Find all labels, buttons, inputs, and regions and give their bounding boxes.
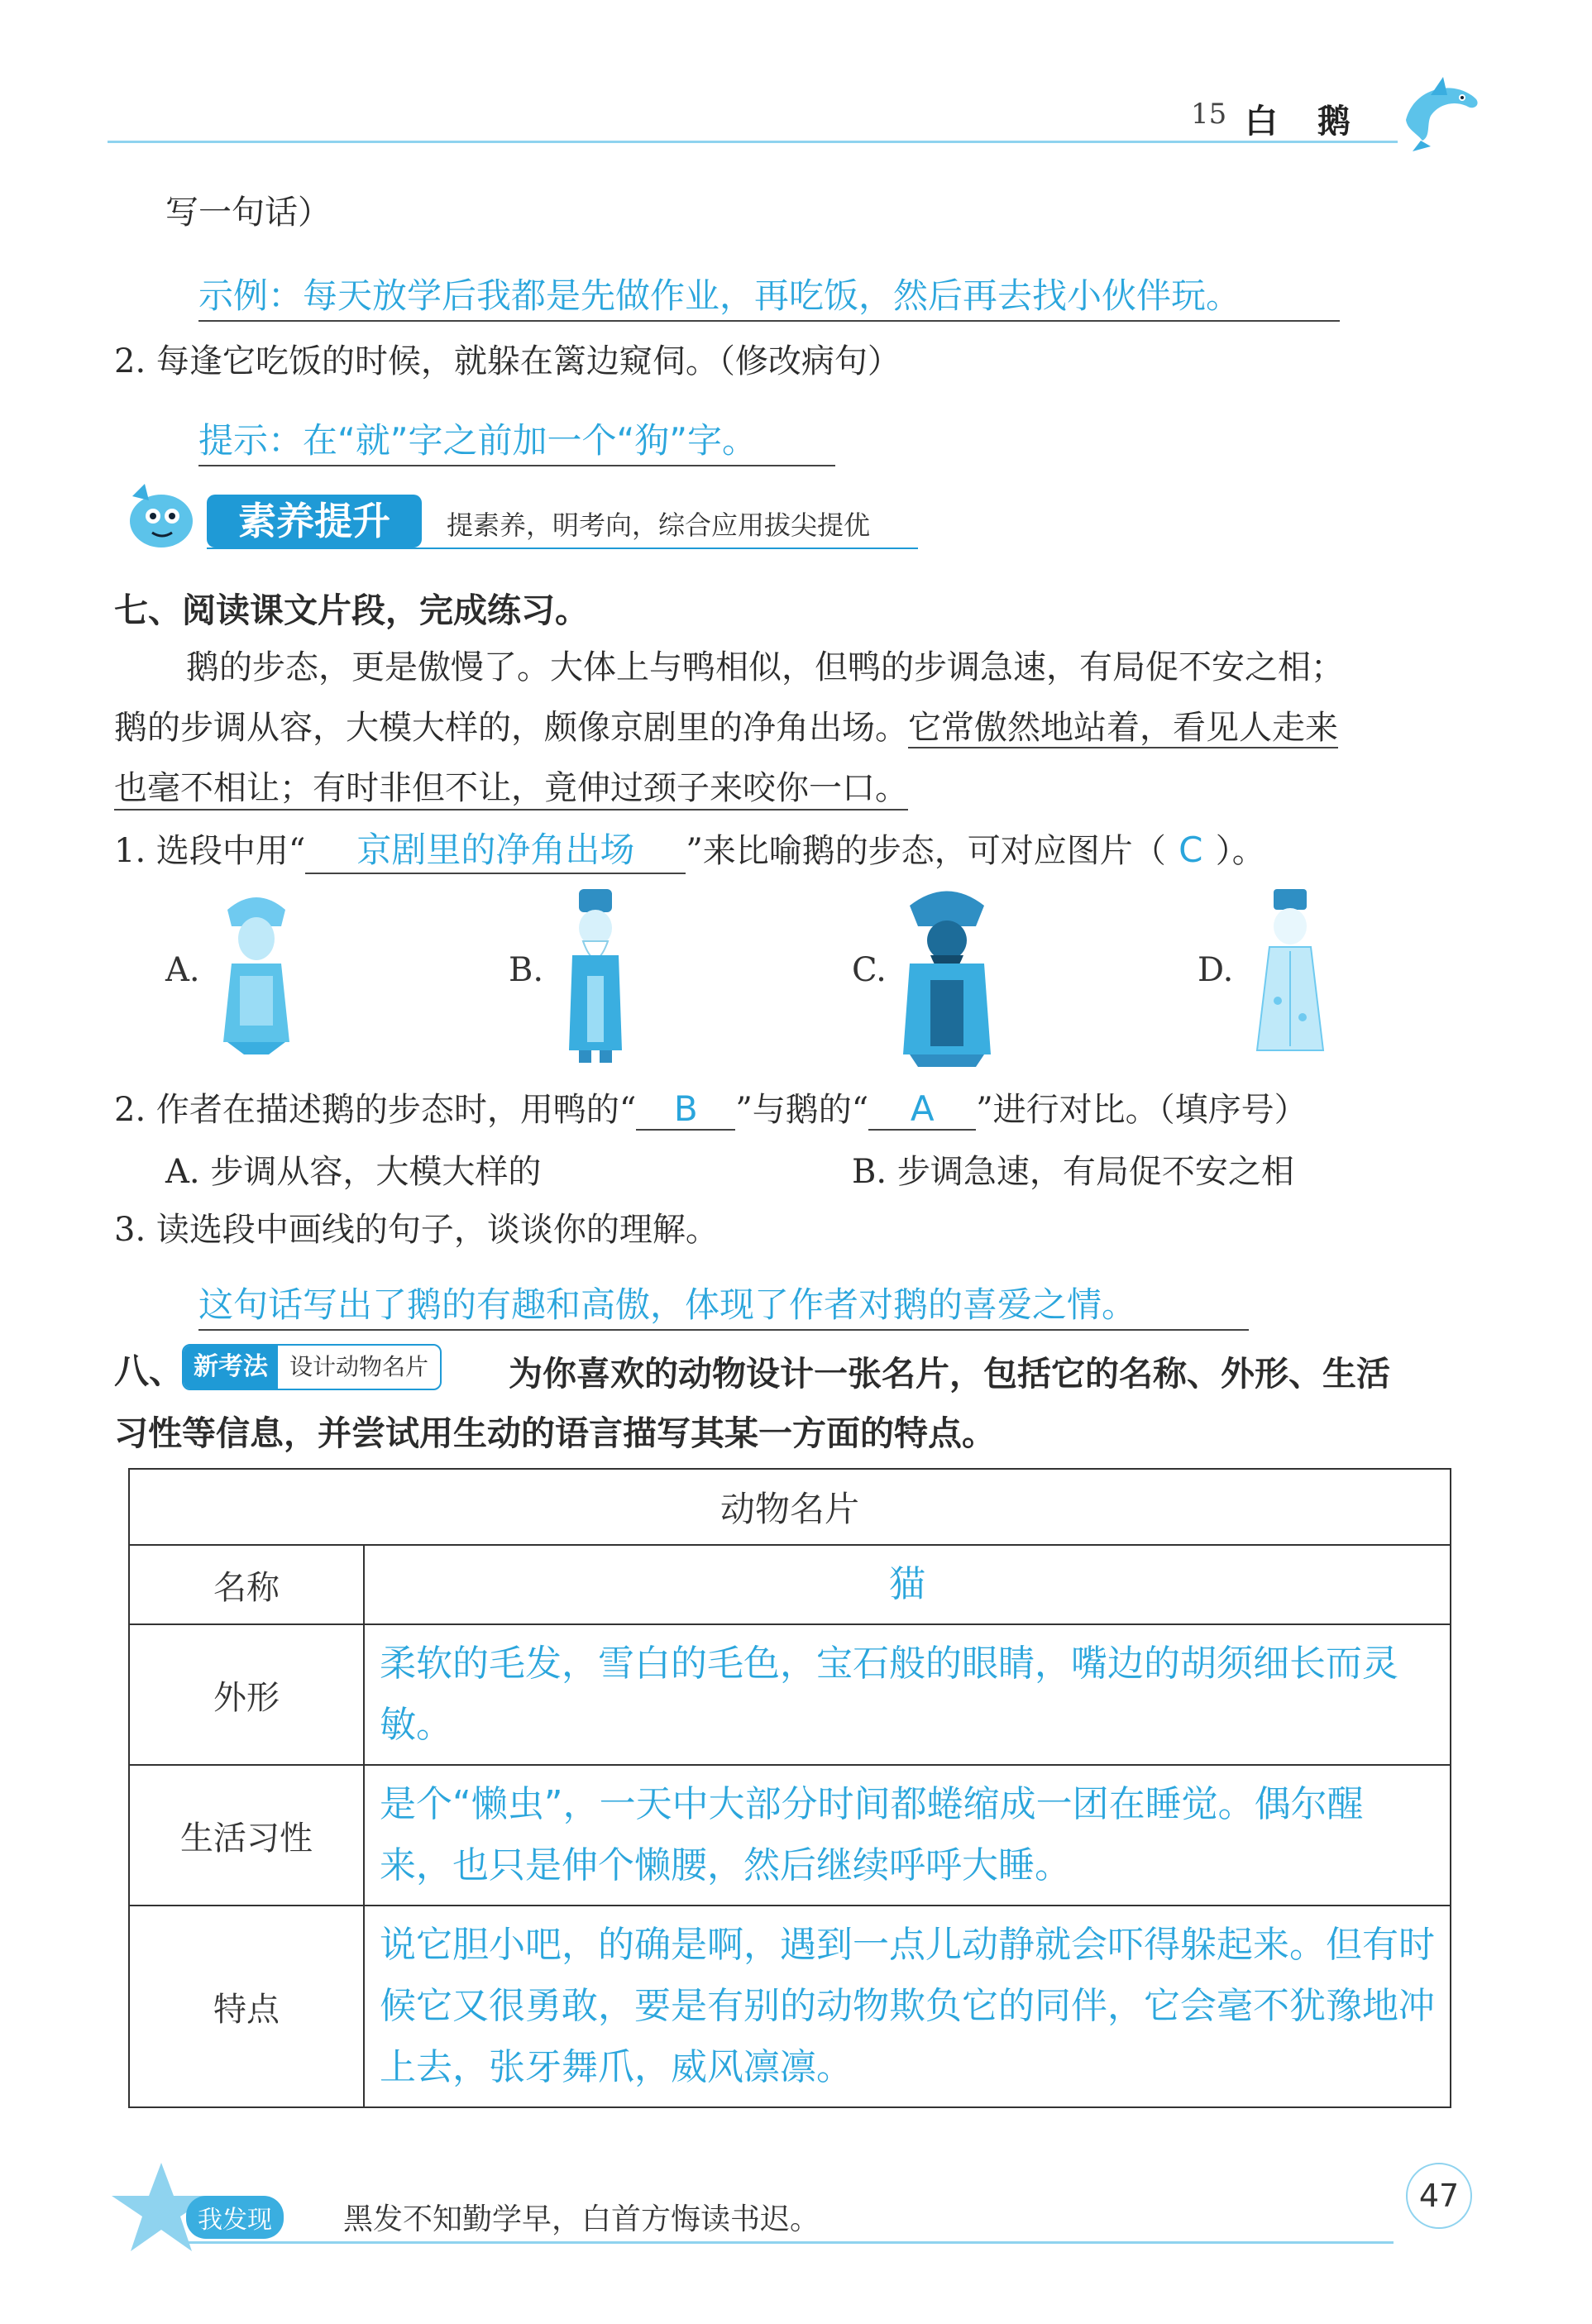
- row-traits-label: 特点: [129, 1906, 364, 2107]
- row-appearance-value: 柔软的毛发，雪白的毛色，宝石般的眼睛，嘴边的胡须细长而灵敏。: [364, 1624, 1451, 1765]
- footer-quote: 黑发不知勤学早，白首方悔读书迟。: [343, 2202, 820, 2236]
- passage-underlined-b: 也毫不相让；有时非但不让，竟伸过颈子来咬你一口。: [114, 762, 908, 811]
- banner-subtitle: 提素养，明考向，综合应用拔尖提优: [447, 509, 871, 541]
- passage-line-1: 鹅的步态，更是傲慢了。大体上与鸭相似，但鸭的步调急速，有局促不安之相；: [186, 648, 1344, 686]
- page-number: 47: [1406, 2163, 1472, 2229]
- q2-mid: ”与鹅的“: [735, 1091, 869, 1129]
- q2-prefix: 2. 作者在描述鹅的步态时，用鸭的“: [114, 1091, 637, 1129]
- dolphin-icon: [1398, 70, 1489, 153]
- figure-d-label: D.: [1198, 951, 1234, 989]
- q1-blank-answer: 京剧里的净角出场: [305, 823, 686, 874]
- q2-blank1-answer: B: [636, 1088, 735, 1131]
- row-habits-label: 生活习性: [129, 1765, 364, 1906]
- row-habits-value: 是个“懒虫”，一天中大部分时间都蜷缩成一团在睡觉。偶尔醒来，也只是伸个懒腰，然后继续呼呼大睡。: [364, 1765, 1451, 1906]
- header-divider: [108, 141, 1398, 143]
- q1-choice-answer: C: [1178, 830, 1203, 870]
- badge-text: 设计动物名片: [289, 1353, 429, 1380]
- answer-hint: 提示：在“就”字之前加一个“狗”字。: [198, 414, 835, 466]
- figure-a-label: A.: [165, 951, 200, 989]
- row-name-label: 名称: [129, 1545, 364, 1624]
- question-fix-sentence: 2. 每逢它吃饭的时候，就躲在篱边窥伺。（修改病句）: [114, 342, 901, 380]
- header-lesson-number: 15: [1191, 98, 1227, 131]
- question-3: 3. 读选段中画线的句子，谈谈你的理解。: [114, 1211, 719, 1249]
- q1-prefix: 1. 选段中用“: [114, 832, 306, 870]
- passage-underlined-a: 它常傲然地站着，看见人走来: [908, 709, 1338, 747]
- q2-suffix: ”进行对比。（填序号）: [976, 1091, 1308, 1129]
- q2-blank2-answer: A: [868, 1088, 976, 1131]
- answer-sentence: 示例：每天放学后我都是先做作业，再吃饭，然后再去找小伙伴玩。: [198, 269, 1340, 322]
- question-1: [114, 823, 1265, 874]
- banner-title: 素养提升: [207, 495, 422, 548]
- header-lesson-title: 白 鹅: [1245, 103, 1354, 141]
- passage-line-2: [114, 701, 1338, 748]
- new-method-badge: [182, 1344, 442, 1390]
- opera-figure-d-icon: [1245, 885, 1336, 1059]
- passage-line-2-a: 鹅的步调从容，大模大样的，颇像京剧里的净角出场。: [114, 709, 908, 747]
- opera-figure-c-icon: [893, 881, 1001, 1071]
- section8-prompt-line2: 习性等信息，并尝试用生动的语言描写其某一方面的特点。: [114, 1413, 996, 1453]
- footer-badge: 我发现: [186, 2196, 284, 2239]
- badge-new: 新考法: [184, 1346, 278, 1389]
- q3-answer: 这句话写出了鹅的有趣和高傲，体现了作者对鹅的喜爱之情。: [198, 1278, 1249, 1331]
- mascot-icon: [116, 480, 207, 554]
- q1-suffix: ）。: [1215, 832, 1265, 870]
- q1-mid: ”来比喻鹅的步态，可对应图片（: [686, 832, 1166, 870]
- opera-figure-a-icon: [211, 885, 302, 1059]
- animal-card-table: [128, 1468, 1451, 2108]
- instruction-tail: 写一句话）: [165, 194, 331, 232]
- q2-option-a: A. 步调从容，大模大样的: [165, 1153, 542, 1191]
- section8-prompt-line1: 为你喜欢的动物设计一张名片，包括它的名称、外形、生活: [509, 1354, 1390, 1394]
- animal-card-title: 动物名片: [129, 1469, 1451, 1545]
- banner-underline: [207, 548, 918, 549]
- question-2: [114, 1083, 1308, 1131]
- footer-line: [186, 2241, 1394, 2244]
- section7-heading: 七、阅读课文片段，完成练习。: [114, 591, 589, 630]
- q2-option-b: B. 步调急速，有局促不安之相: [852, 1153, 1294, 1191]
- figure-c-label: C.: [852, 951, 887, 989]
- row-name-value: 猫: [364, 1545, 1451, 1624]
- figure-b-label: B.: [509, 951, 544, 989]
- row-traits-value: 说它胆小吧，的确是啊，遇到一点儿动静就会吓得躲起来。但有时候它又很勇敢，要是有别的动物欺负它的同伴，它会毫不犹豫地冲上去，张牙舞爪，威风凛凛。: [364, 1906, 1451, 2107]
- opera-figure-b-icon: [554, 885, 637, 1067]
- section8-number: 八、: [114, 1351, 184, 1391]
- row-appearance-label: 外形: [129, 1624, 364, 1765]
